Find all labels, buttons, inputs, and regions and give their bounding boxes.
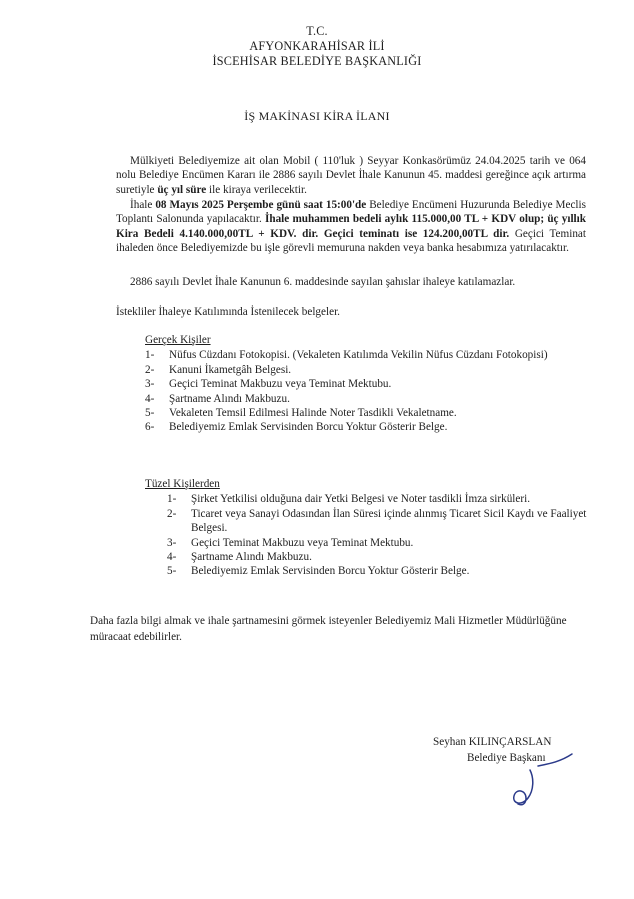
paragraph-1 bbox=[116, 154, 586, 197]
tuzel-kisiler-item-text: Ticaret veya Sanayi Odasından İlan Süresi içinde alınmış Ticaret Sicil Kaydı ve Faaliyet Belgesi. bbox=[191, 507, 587, 535]
gercek-kisiler-item-text: Nüfus Cüzdanı Fotokopisi. (Vekaleten Katılımda Vekilin Nüfus Cüzdanı Fotokopisi) bbox=[169, 349, 548, 362]
tuzel-kisiler-item-number: 5- bbox=[167, 565, 177, 578]
tuzel-kisiler-item-number: 4- bbox=[167, 551, 177, 564]
gercek-kisiler-item-text: Vekaleten Temsil Edilmesi Halinde Noter Tasdikli Vekaletname. bbox=[169, 407, 457, 420]
tuzel-kisiler-list bbox=[145, 492, 595, 578]
gercek-kisiler-item-number: 4- bbox=[145, 392, 155, 405]
signer-title: Belediye Başkanı bbox=[467, 751, 546, 764]
gercek-kisiler-item-number: 5- bbox=[145, 407, 155, 420]
paragraph-2-text-a: İhale bbox=[130, 199, 156, 211]
gercek-kisiler-item-number: 3- bbox=[145, 378, 155, 391]
paragraph-2 bbox=[116, 198, 586, 256]
tuzel-kisiler-item-number: 2- bbox=[167, 507, 177, 520]
tuzel-kisiler-item bbox=[167, 492, 595, 506]
paragraph-3: 2886 sayılı Devlet İhale Kanunun 6. maddesinde sayılan şahıslar ihaleye katılamazlar. bbox=[130, 276, 516, 288]
gercek-kisiler-item-text: Kanuni İkametgâh Belgesi. bbox=[169, 363, 292, 376]
gercek-kisiler-item bbox=[145, 392, 565, 406]
tuzel-kisiler-item-number: 1- bbox=[167, 493, 177, 506]
gercek-kisiler-list bbox=[145, 348, 565, 434]
gercek-kisiler-item-text: Belediyemiz Emlak Servisinden Borcu Yoktur Gösterir Belge. bbox=[169, 421, 448, 434]
gercek-kisiler-item-text: Geçici Teminat Makbuzu veya Teminat Mektubu. bbox=[169, 378, 392, 391]
paragraph-1-bold: üç yıl süre bbox=[157, 183, 207, 196]
tuzel-kisiler-item-text: Şartname Alındı Makbuzu. bbox=[191, 551, 312, 564]
gercek-kisiler-item-number: 6- bbox=[145, 421, 155, 434]
letterhead-line-2: AFYONKARAHİSAR İLİ bbox=[249, 39, 385, 53]
gercek-kisiler-section bbox=[145, 333, 565, 435]
tuzel-kisiler-item bbox=[167, 507, 595, 536]
paragraph-1-text-a: Mülkiyeti Belediyemize ait olan Mobil ( 110'luk ) Seyyar Konkasörümüz 24.04.2025 tarih ve 064 nolu Belediye Encümen Kararı ile 2886 sayılı Devlet İhale Kanunun 45. maddesi gereğince açık artırma suretiyle bbox=[116, 155, 586, 196]
gercek-kisiler-item bbox=[145, 420, 565, 434]
paragraph-2-price-bold: İhale muhammen bedeli aylık 115.000,00 TL + KDV olup; üç yıllık Kira Bedeli 4.140.000,00TL + KDV. dir. Geçici teminatı ise 124.200,00TL dir. bbox=[116, 213, 586, 240]
gercek-kisiler-item bbox=[145, 377, 565, 391]
gercek-kisiler-item-number: 2- bbox=[145, 363, 155, 376]
letterhead-line-3: İSCEHİSAR BELEDİYE BAŞKANLIĞI bbox=[212, 54, 422, 68]
paragraph-1-text-c: ile kiraya verilecektir. bbox=[206, 183, 307, 196]
paragraph-2-text-e: Geçici Teminat ihaleden önce Belediyemizde bu işle görevli memuruna nakden veya banka hesabımıza yatırılacaktır. bbox=[116, 227, 586, 255]
letterhead bbox=[0, 24, 634, 69]
gercek-kisiler-item-text: Şartname Alındı Makbuzu. bbox=[169, 392, 290, 405]
tuzel-kisiler-item-text: Geçici Teminat Makbuzu veya Teminat Mektubu. bbox=[191, 536, 414, 549]
gercek-kisiler-item bbox=[145, 363, 565, 377]
gercek-kisiler-item-number: 1- bbox=[145, 349, 155, 362]
tuzel-kisiler-item-text: Belediyemiz Emlak Servisinden Borcu Yoktur Gösterir Belge. bbox=[191, 565, 470, 578]
letterhead-line-1: T.C. bbox=[306, 24, 328, 38]
tuzel-kisiler-heading: Tüzel Kişilerden bbox=[145, 478, 220, 490]
paragraph-2-text-c: Belediye Encümeni Huzurunda Belediye Meclis Toplantı Salonunda yapılacaktır. bbox=[116, 199, 586, 226]
handwritten-signature bbox=[500, 752, 575, 812]
tuzel-kisiler-item-number: 3- bbox=[167, 536, 177, 549]
documents-intro: İstekliler İhaleye Katılımında İstenilecek belgeler. bbox=[116, 306, 340, 318]
tuzel-kisiler-section bbox=[145, 477, 595, 579]
footer-note: Daha fazla bilgi almak ve ihale şartnamesini görmek isteyenler Belediyemiz Mali Hizmetler Müdürlüğüne müracaat edebilirler. bbox=[90, 615, 567, 643]
tuzel-kisiler-item bbox=[167, 564, 595, 578]
gercek-kisiler-heading: Gerçek Kişiler bbox=[145, 334, 211, 346]
gercek-kisiler-item bbox=[145, 348, 565, 362]
signer-name: Seyhan KILINÇARSLAN bbox=[433, 736, 552, 748]
document-title: İŞ MAKİNASI KİRA İLANI bbox=[244, 109, 390, 123]
gercek-kisiler-item bbox=[145, 406, 565, 420]
tuzel-kisiler-item bbox=[167, 550, 595, 564]
tuzel-kisiler-item bbox=[167, 536, 595, 550]
tuzel-kisiler-item-text: Şirket Yetkilisi olduğuna dair Yetki Belgesi ve Noter tasdikli İmza sirküleri. bbox=[191, 493, 531, 506]
paragraph-2-date-bold: 08 Mayıs 2025 Perşembe günü saat 15:00'de bbox=[155, 199, 367, 211]
